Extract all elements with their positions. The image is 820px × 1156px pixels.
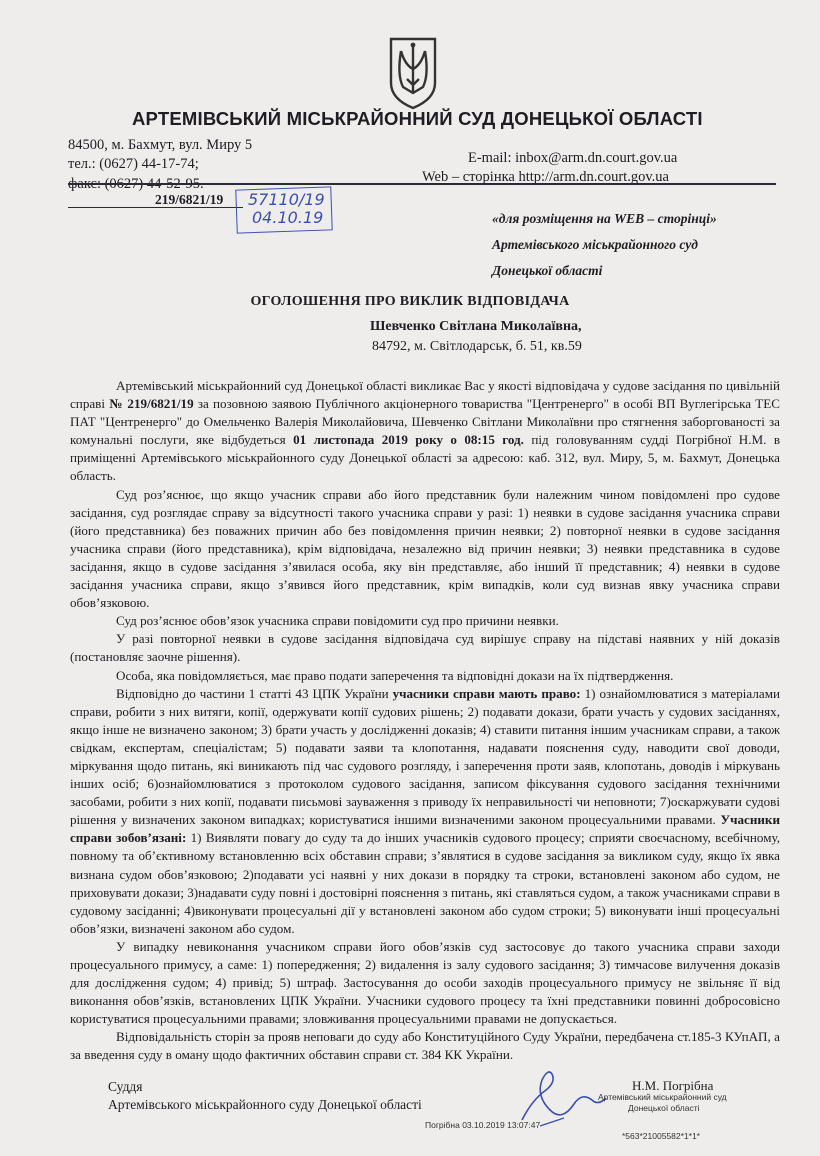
judge-title: Суддя xyxy=(108,1079,143,1094)
web-note-line-2: Артемівського міськрайонного суд xyxy=(492,237,698,252)
rights-heading: учасники справи мають право: xyxy=(392,685,581,701)
court-title: АРТЕМІВСЬКИЙ МІСЬКРАЙОННИЙ СУД ДОНЕЦЬКОЇ ОБЛАСТІ xyxy=(132,108,703,129)
print-timestamp: Погрібна 03.10.2019 13:07:47 xyxy=(425,1120,541,1130)
case-underline xyxy=(68,207,243,208)
court-website: Web – сторінка http://arm.dn.court.gov.ua xyxy=(422,169,669,185)
paragraph-duty-notify: Суд роз’яснює обов’язок учасника справи повідомити суд про причини неявки. xyxy=(116,613,559,629)
paragraph-liability: Відповідальність сторін за прояв неповаги до суду або Конституційного Суду України, передбачена ст.185-3 КУпАП, а за введення суду в оману щодо фактичних обставин справи ст. 384 КК України. xyxy=(70,1029,780,1063)
handwritten-ref: 57110/19 xyxy=(248,190,325,209)
court-fax: факс: (0627) 44-52-95. xyxy=(68,176,204,192)
paragraph-objections: Особа, яка повідомляється, має право подати заперечення та відповідні докази на їх підтвердження. xyxy=(116,667,674,683)
case-reference: 219/6821/19 xyxy=(155,192,224,207)
web-note-line-3: Донецької області xyxy=(492,263,603,278)
summons-text-3: під головуванням судді Погрібної Н.М. в приміщенні Артемівського міськрайонного суду Донецької області за адресою: каб. 312, вул. Миру, 5, м. Бахмут, Донецька область. xyxy=(70,432,780,484)
header-divider xyxy=(68,183,776,185)
court-address: 84500, м. Бахмут, вул. Миру 5 xyxy=(68,137,253,153)
summons-text-2: за позовною заявою Публічного акціонерного товариства "Центренерго" в особі ВП Вуглегірська ТЕС ПАТ "Центренерго" до Омельченко Валерія Миколайовича, Шевченко Світлани Миколаївни про стягнення заборгованості за комунальні послуги, яке відбудеться xyxy=(70,396,780,448)
judge-name: Н.М. Погрібна xyxy=(632,1078,714,1093)
hearing-date: 01 листопада 2019 року о 08:15 год. xyxy=(293,432,524,448)
paragraph-coercion: У випадку невиконання учасником справи його обов’язків суд застосовує до такого учасника справи заходи процесуального примусу, а саме: 1) попередження; 2) видалення із залу судового засідання; 3) тимчасове вилучення доказів для дослідження судом; 4) привід; 5) штраф. Застосування до особи заходів процесуального примусу не звільняє її від виконання обов’язків, встановлених ЦПК України. Учасники судового процесу та їхні представники повинні добросовісно користуватися процесуальними правами; зловживання процесуальними правами не допускається. xyxy=(70,938,780,1027)
case-number: № 219/6821/19 xyxy=(109,396,194,412)
rights-list: 1) ознайомлюватися з матеріалами справи, робити з них витяги, копії, одержувати копії судових рішень; 2) подавати докази, брати участь у судових засіданнях, якщо інше не визначено законом; 3) брати участь у дослідженні доказів; 4) ставити питання іншим учасникам справи, а також свідкам, експертам, спеціалістам; 5) подавати заяви та клопотання, надавати пояснення суду, наводити свої доводи, міркування щодо питань, які виникають під час судового розгляду, і заперечення проти заяв, клопотань, доводів і міркувань інших осіб; 6)ознайомлюватися з протоколом судового засідання, записом фіксування судового засідання технічними засобами, робити з них копії, подавати письмові зауваження з приводу їх неправильності чи неповноти; 7)оскаржувати судові рішення у визначених законом випадках; користуватися іншими визначеними законом процесуальними правами. xyxy=(70,685,780,828)
duties-list: 1) Виявляти повагу до суду та до інших учасників судового процесу; сприяти своєчасному, всебічному, повному та об’єктивному встановленню всіх обставин справи; з’являтися в судове засідання за викликом суду, якщо їх явка визнана судом обов’язковою; 2)подавати усі наявні у них докази в порядку та строки, встановлені законом або судом, не приховувати докази; 3)надавати суду повні і достовірні пояснення з питань, які ставляться судом, а також учасниками справи в судовому засіданні; 4)виконувати процесуальні дії у встановлені законом або судом строки; 5) виконувати інші процесуальні обов’язки, визначені законом або судом. xyxy=(70,830,780,936)
paragraph-default-judgment: У разі повторної неявки в судове засідання відповідача суд вирішує справу на підставі наявних у ній доказів (постановляє заочне рішення). xyxy=(70,631,780,665)
rights-intro: Відповідно до частини 1 статті 43 ЦПК України xyxy=(116,685,393,701)
court-email: E-mail: inbox@arm.dn.court.gov.ua xyxy=(468,150,678,166)
notice-title: ОГОЛОШЕННЯ ПРО ВИКЛИК ВІДПОВІДАЧА xyxy=(250,294,570,309)
stamp-line-2: Донецької області xyxy=(628,1103,700,1113)
paragraph-absence: Суд роз’яснює, що якщо учасник справи або його представник були належним чином повідомлені про судове засідання, суд розглядає справу за відсутності такого учасника справи у разі: 1) неявки в судове засідання учасника справи (його представника) без поважних причин або без повідомлення причин неявки; 2) повторної неявки в судове засідання учасника справи (його представника), крім відповідача, незалежно від причин неявки; 3) неявки представника в судове засідання, якщо в судове засідання з’явилася особа, яку він представляє, або інший її представник; 4) неявки в судове засідання учасника справи, якщо з’явився його представник, крім випадків, коли суд визнав явку учасника справи обов’язковою. xyxy=(70,486,780,611)
handwritten-date: 04.10.19 xyxy=(252,208,324,227)
paragraph-rights-duties xyxy=(70,685,780,938)
document-barcode-id: *563*21005582*1*1* xyxy=(622,1131,700,1141)
defendant-name: Шевченко Світлана Миколаївна, xyxy=(370,319,582,334)
defendant-address: 84792, м. Світлодарськ, б. 51, кв.59 xyxy=(372,339,582,354)
summons-text: Артемівський міськрайонний суд Донецької області викликає Вас у якості відповідача у судове засідання по цивільній справі xyxy=(70,378,780,412)
stamp-line-1: Артемівський міськрайонний суд xyxy=(598,1092,727,1102)
duties-heading: Учасники справи зобов’язані: xyxy=(70,812,780,846)
trident-emblem-icon xyxy=(385,35,441,111)
paragraph-summons xyxy=(70,377,780,486)
judge-court: Артемівського міськрайонного суду Донецької області xyxy=(108,1097,422,1112)
web-note-line-1: «для розміщення на WEB – сторінці» xyxy=(492,211,717,226)
notice-body xyxy=(70,377,780,1065)
court-phone: тел.: (0627) 44-17-74; xyxy=(68,156,199,172)
web-publication-note xyxy=(492,206,717,284)
